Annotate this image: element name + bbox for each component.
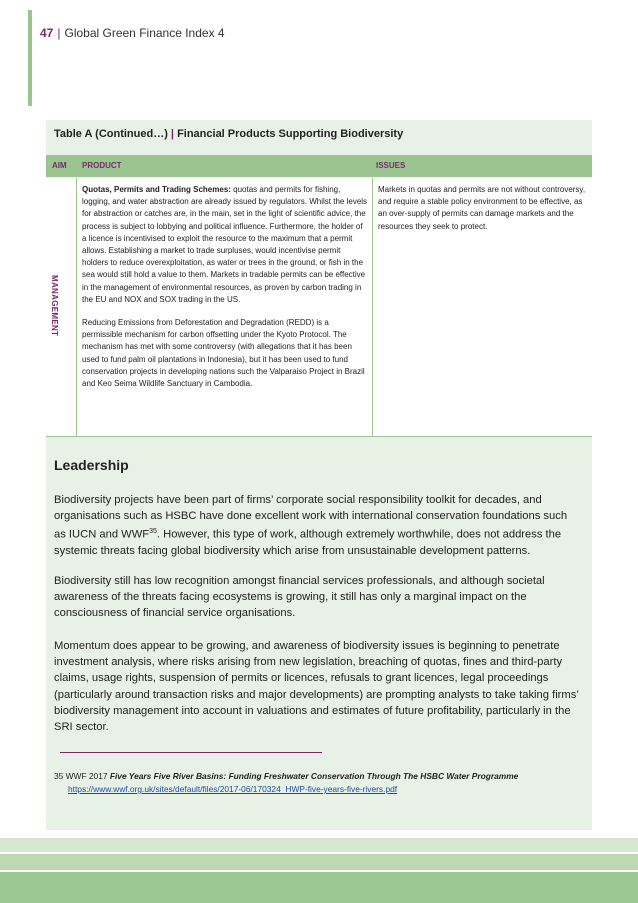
footnote-link[interactable]: https://www.wwf.org.uk/sites/default/files/2017-06/170324_HWP-five-years-five-rivers.pdf [68,784,398,794]
footnote-rule [60,752,322,753]
left-accent-bar [28,10,32,106]
issues-cell: Markets in quotas and permits are not without controversy, and require a stable policy environment to be effective, as an over-supply of permits can damage markets and the resources they seek to protect. [378,185,586,231]
footer-stripe-mid [0,854,638,870]
paragraph-text: . However, this type of work, although extremely worthwhile, does not address the systemic threats facing global biodiversity which arise from unsustainable development patterns. [54,529,562,558]
table-title-main: Table A (Continued…) [54,128,168,140]
footnote [54,770,584,796]
leadership-paragraph-1 [54,492,579,560]
table-bottom-rule [46,436,592,437]
product-cell [82,184,368,401]
footer-stripe-light [0,838,638,852]
column-divider [372,178,373,436]
leadership-paragraph-3: Momentum does appear to be growing, and awareness of biodiversity issues is beginning to penetrate investment analysis, where risks arising from new legislation, breaching of quotas, fines and third-party claims, usage rights, suspension of permits or licences, refusals to grant licences, legal proceedings (particularly around transaction risks and major developments) are prompting analysts to take taking firms’ biodiversity management into account in valuations and estimates of future profitability, particularly in the SRI sector. [54,640,579,734]
table-title-separator: | [170,128,174,140]
leadership-paragraph-2: Biodiversity still has low recognition amongst financial services professionals, and although societal awareness of the threats facing ecosystems is growing, it still has only a marginal impact on the consciousness of financial service organisations. [54,575,545,620]
column-header-product: PRODUCT [82,161,122,170]
aim-cell-label: MANAGEMENT [50,275,59,337]
document-title: Global Green Finance Index 4 [64,26,225,40]
product-paragraph [82,184,368,306]
page-header [40,26,225,40]
footer-stripe-dark [0,872,638,903]
section-title-leadership: Leadership [54,457,129,473]
product-text: quotas and permits for fishing, logging, and water abstraction are already issued by regulators. Whilst the levels for abstraction or catches are, in the main, set in the light of scientific advice, the process is subject to lobbying and political influence. Furthermore, the holder of a licence is incentivised to exploit the resource to the maximum that a permit allows. Establishing a market to trade surpluses, would incentivise permit holders to reduce overexploitation, as water or trees in the ground, or fish in the sea would still hold a value to them. Markets in tradable permits can be effective in the management of environmental resources, as proven by carbon trading in the EU and NOX and SOX trading in the US. [82,185,368,304]
product-heading: Quotas, Permits and Trading Schemes: [82,185,231,194]
column-divider [76,178,77,436]
footnote-prefix: 35 WWF 2017 [54,771,110,781]
table-header-row [46,155,592,177]
column-header-issues: ISSUES [376,161,406,170]
product-paragraph-redd: Reducing Emissions from Deforestation and Degradation (REDD) is a permissible mechanism for carbon offsetting under the Kyoto Protocol. The mechanism has met with some controversy (with allegations that it has been used to fund palm oil plantations in Indonesia), but it has been used to fund conservation projects in developing nations such the Valparaiso Project in Brazil and Keo Seima Wildlife Sanctuary in Cambodia. [82,318,365,389]
page-number: 47 [40,26,54,40]
paragraph-text: Biodiversity projects have been part of firms’ corporate social responsibility toolkit for decades, and organisations such as HSBC have done excellent work with international conservation foundations such as IUCN and WWF [54,494,568,542]
footnote-ref: 35 [149,528,157,536]
column-header-aim: AIM [52,161,67,170]
header-separator: | [57,26,61,40]
table-title-sub: Financial Products Supporting Biodiversity [177,128,404,140]
table-title [54,128,403,140]
footnote-title: Five Years Five River Basins: Funding Freshwater Conservation Through The HSBC Water Programme [109,771,519,781]
